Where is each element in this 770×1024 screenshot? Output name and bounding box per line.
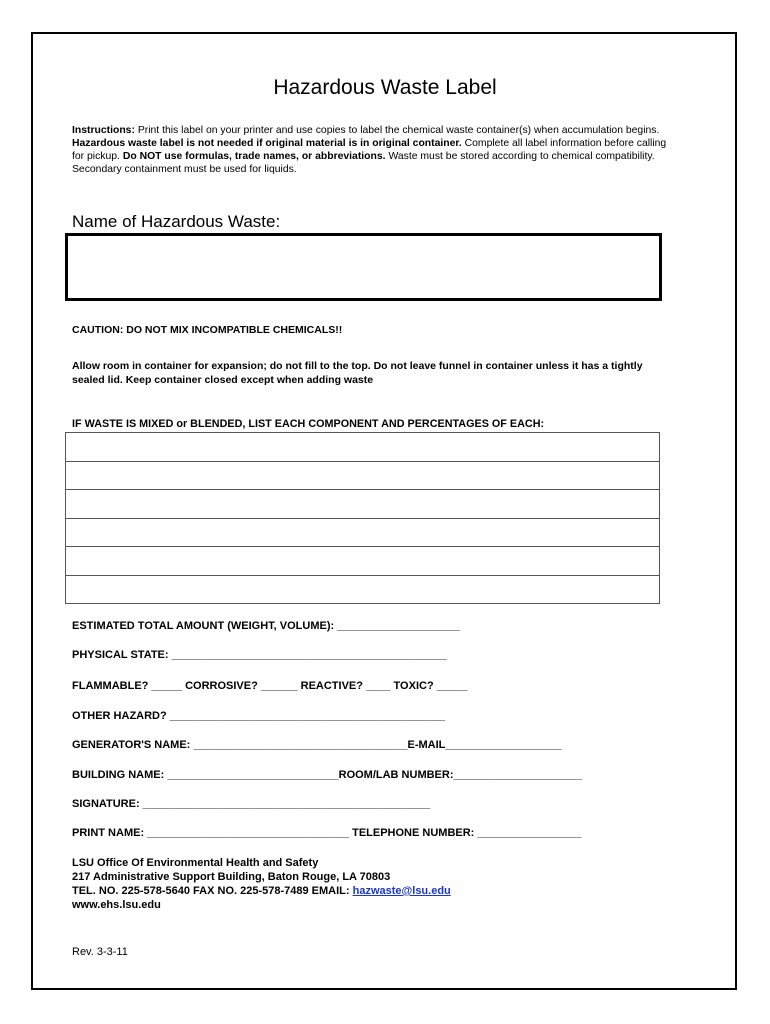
instructions-lead: Instructions: <box>72 125 135 136</box>
instructions-paragraph <box>72 124 672 176</box>
caution-text: CAUTION: DO NOT MIX INCOMPATIBLE CHEMICALS!! <box>72 324 343 336</box>
component-row <box>66 575 660 604</box>
hazard-checks-field[interactable]: FLAMMABLE? _____ CORROSIVE? ______ REACTIVE? ____ TOXIC? _____ <box>72 680 468 692</box>
email-link[interactable]: hazwaste@lsu.edu <box>352 885 451 897</box>
component-row <box>66 490 660 519</box>
footer-tel-fax: TEL. NO. 225-578-5640 FAX NO. 225-578-7489 EMAIL: <box>72 885 353 897</box>
footer-org: LSU Office Of Environmental Health and Safety <box>72 857 319 869</box>
component-cell[interactable] <box>66 575 660 604</box>
instructions-bold-2: Do NOT use formulas, trade names, or abbreviations. <box>122 151 386 162</box>
components-table <box>65 432 660 604</box>
waste-name-label: Name of Hazardous Waste: <box>72 212 281 231</box>
component-cell[interactable] <box>66 518 660 547</box>
revision-label: Rev. 3-3-11 <box>72 946 128 958</box>
component-row <box>66 547 660 576</box>
component-cell[interactable] <box>66 547 660 576</box>
footer-website: www.ehs.lsu.edu <box>72 899 161 911</box>
components-heading: IF WASTE IS MIXED or BLENDED, LIST EACH COMPONENT AND PERCENTAGES OF EACH: <box>72 418 545 430</box>
contact-footer <box>72 856 451 912</box>
instructions-text-3: Waste must be stored according to chemical compatibility. Secondary containment must be used for liquids. <box>72 151 655 175</box>
instructions-text-1: Print this label on your printer and use copies to label the chemical waste container(s) when accumulation begins. <box>134 125 660 136</box>
other-hazard-field[interactable]: OTHER HAZARD? _____________________________________________ <box>72 710 446 722</box>
component-row <box>66 461 660 490</box>
estimated-amount-field[interactable]: ESTIMATED TOTAL AMOUNT (WEIGHT, VOLUME): ____________________ <box>72 620 460 632</box>
expansion-note: Allow room in container for expansion; do not fill to the top. Do not leave funnel in container unless it has a tightly sealed lid. Keep container closed except when adding waste <box>72 360 643 386</box>
instructions-bold-1: Hazardous waste label is not needed if original material is in original container. <box>72 138 462 149</box>
building-room-field[interactable]: BUILDING NAME: ____________________________ROOM/LAB NUMBER:_____________________ <box>72 769 582 781</box>
footer-contact <box>72 884 451 898</box>
page-title: Hazardous Waste Label <box>273 76 497 99</box>
footer-address: 217 Administrative Support Building, Baton Rouge, LA 70803 <box>72 871 391 883</box>
generator-email-field[interactable]: GENERATOR'S NAME: ___________________________________E-MAIL___________________ <box>72 739 562 751</box>
waste-name-field[interactable] <box>65 233 662 301</box>
print-name-phone-field[interactable]: PRINT NAME: _________________________________ TELEPHONE NUMBER: _________________ <box>72 827 582 839</box>
component-cell[interactable] <box>66 461 660 490</box>
component-cell[interactable] <box>66 433 660 462</box>
signature-field[interactable]: SIGNATURE: _______________________________________________ <box>72 798 431 810</box>
physical-state-field[interactable]: PHYSICAL STATE: _____________________________________________ <box>72 649 447 661</box>
instructions-text-2: Complete all label information before calling for pickup. <box>72 138 667 162</box>
component-cell[interactable] <box>66 490 660 519</box>
component-row <box>66 433 660 462</box>
component-row <box>66 518 660 547</box>
